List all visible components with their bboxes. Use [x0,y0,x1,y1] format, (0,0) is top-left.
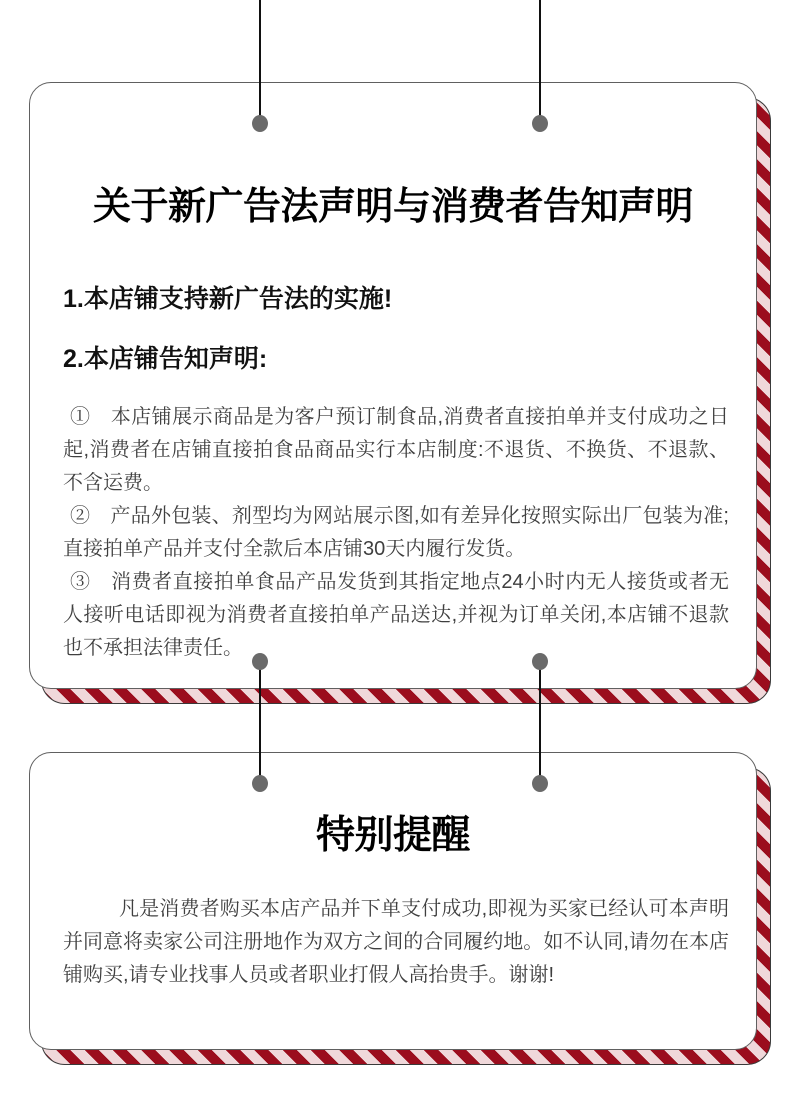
statement-2: 2.本店铺告知声明: [63,345,268,373]
pin-dot-icon [252,775,268,792]
pin-dot-icon [532,653,548,670]
clause-item: ① 本店铺展示商品是为客户预订制食品,消费者直接拍单并支付成功之日起,消费者在店铺直接拍食品商品实行本店制度:不退货、不换货、不退款、不含运费。 [63,406,729,494]
reminder-card-face [29,752,757,1050]
pin-dot-icon [532,775,548,792]
pin-line-icon [539,661,541,784]
reminder-card [29,752,757,1050]
clause-list [63,401,729,665]
statement-1: 1.本店铺支持新广告法的实施! [63,285,393,313]
notice-title: 关于新广告法声明与消费者告知声明 [92,186,693,228]
pin-line-icon [539,0,541,124]
notice-card-face [29,82,757,689]
pin-dot-icon [252,115,268,132]
pin-dot-icon [532,115,548,132]
clause-item: ② 产品外包装、剂型均为网站展示图,如有差异化按照实际出厂包装为准;直接拍单产品并支付全款后本店铺30天内履行发货。 [63,505,729,560]
pin-line-icon [259,661,261,784]
pin-dot-icon [252,653,268,670]
notice-card [29,82,757,689]
pin-line-icon [259,0,261,124]
clause-item: ③ 消费者直接拍单食品产品发货到其指定地点24小时内无人接货或者无人接听电话即视为消费者直接拍单产品送达,并视为订单关闭,本店铺不退款也不承担法律责任。 [63,571,729,659]
reminder-body: 凡是消费者购买本店产品并下单支付成功,即视为买家已经认可本声明并同意将卖家公司注册地作为双方之间的合同履约地。如不认同,请勿在本店铺购买,请专业找事人员或者职业打假人高抬贵手。谢谢! [63,898,729,986]
reminder-title: 特别提醒 [315,814,470,857]
